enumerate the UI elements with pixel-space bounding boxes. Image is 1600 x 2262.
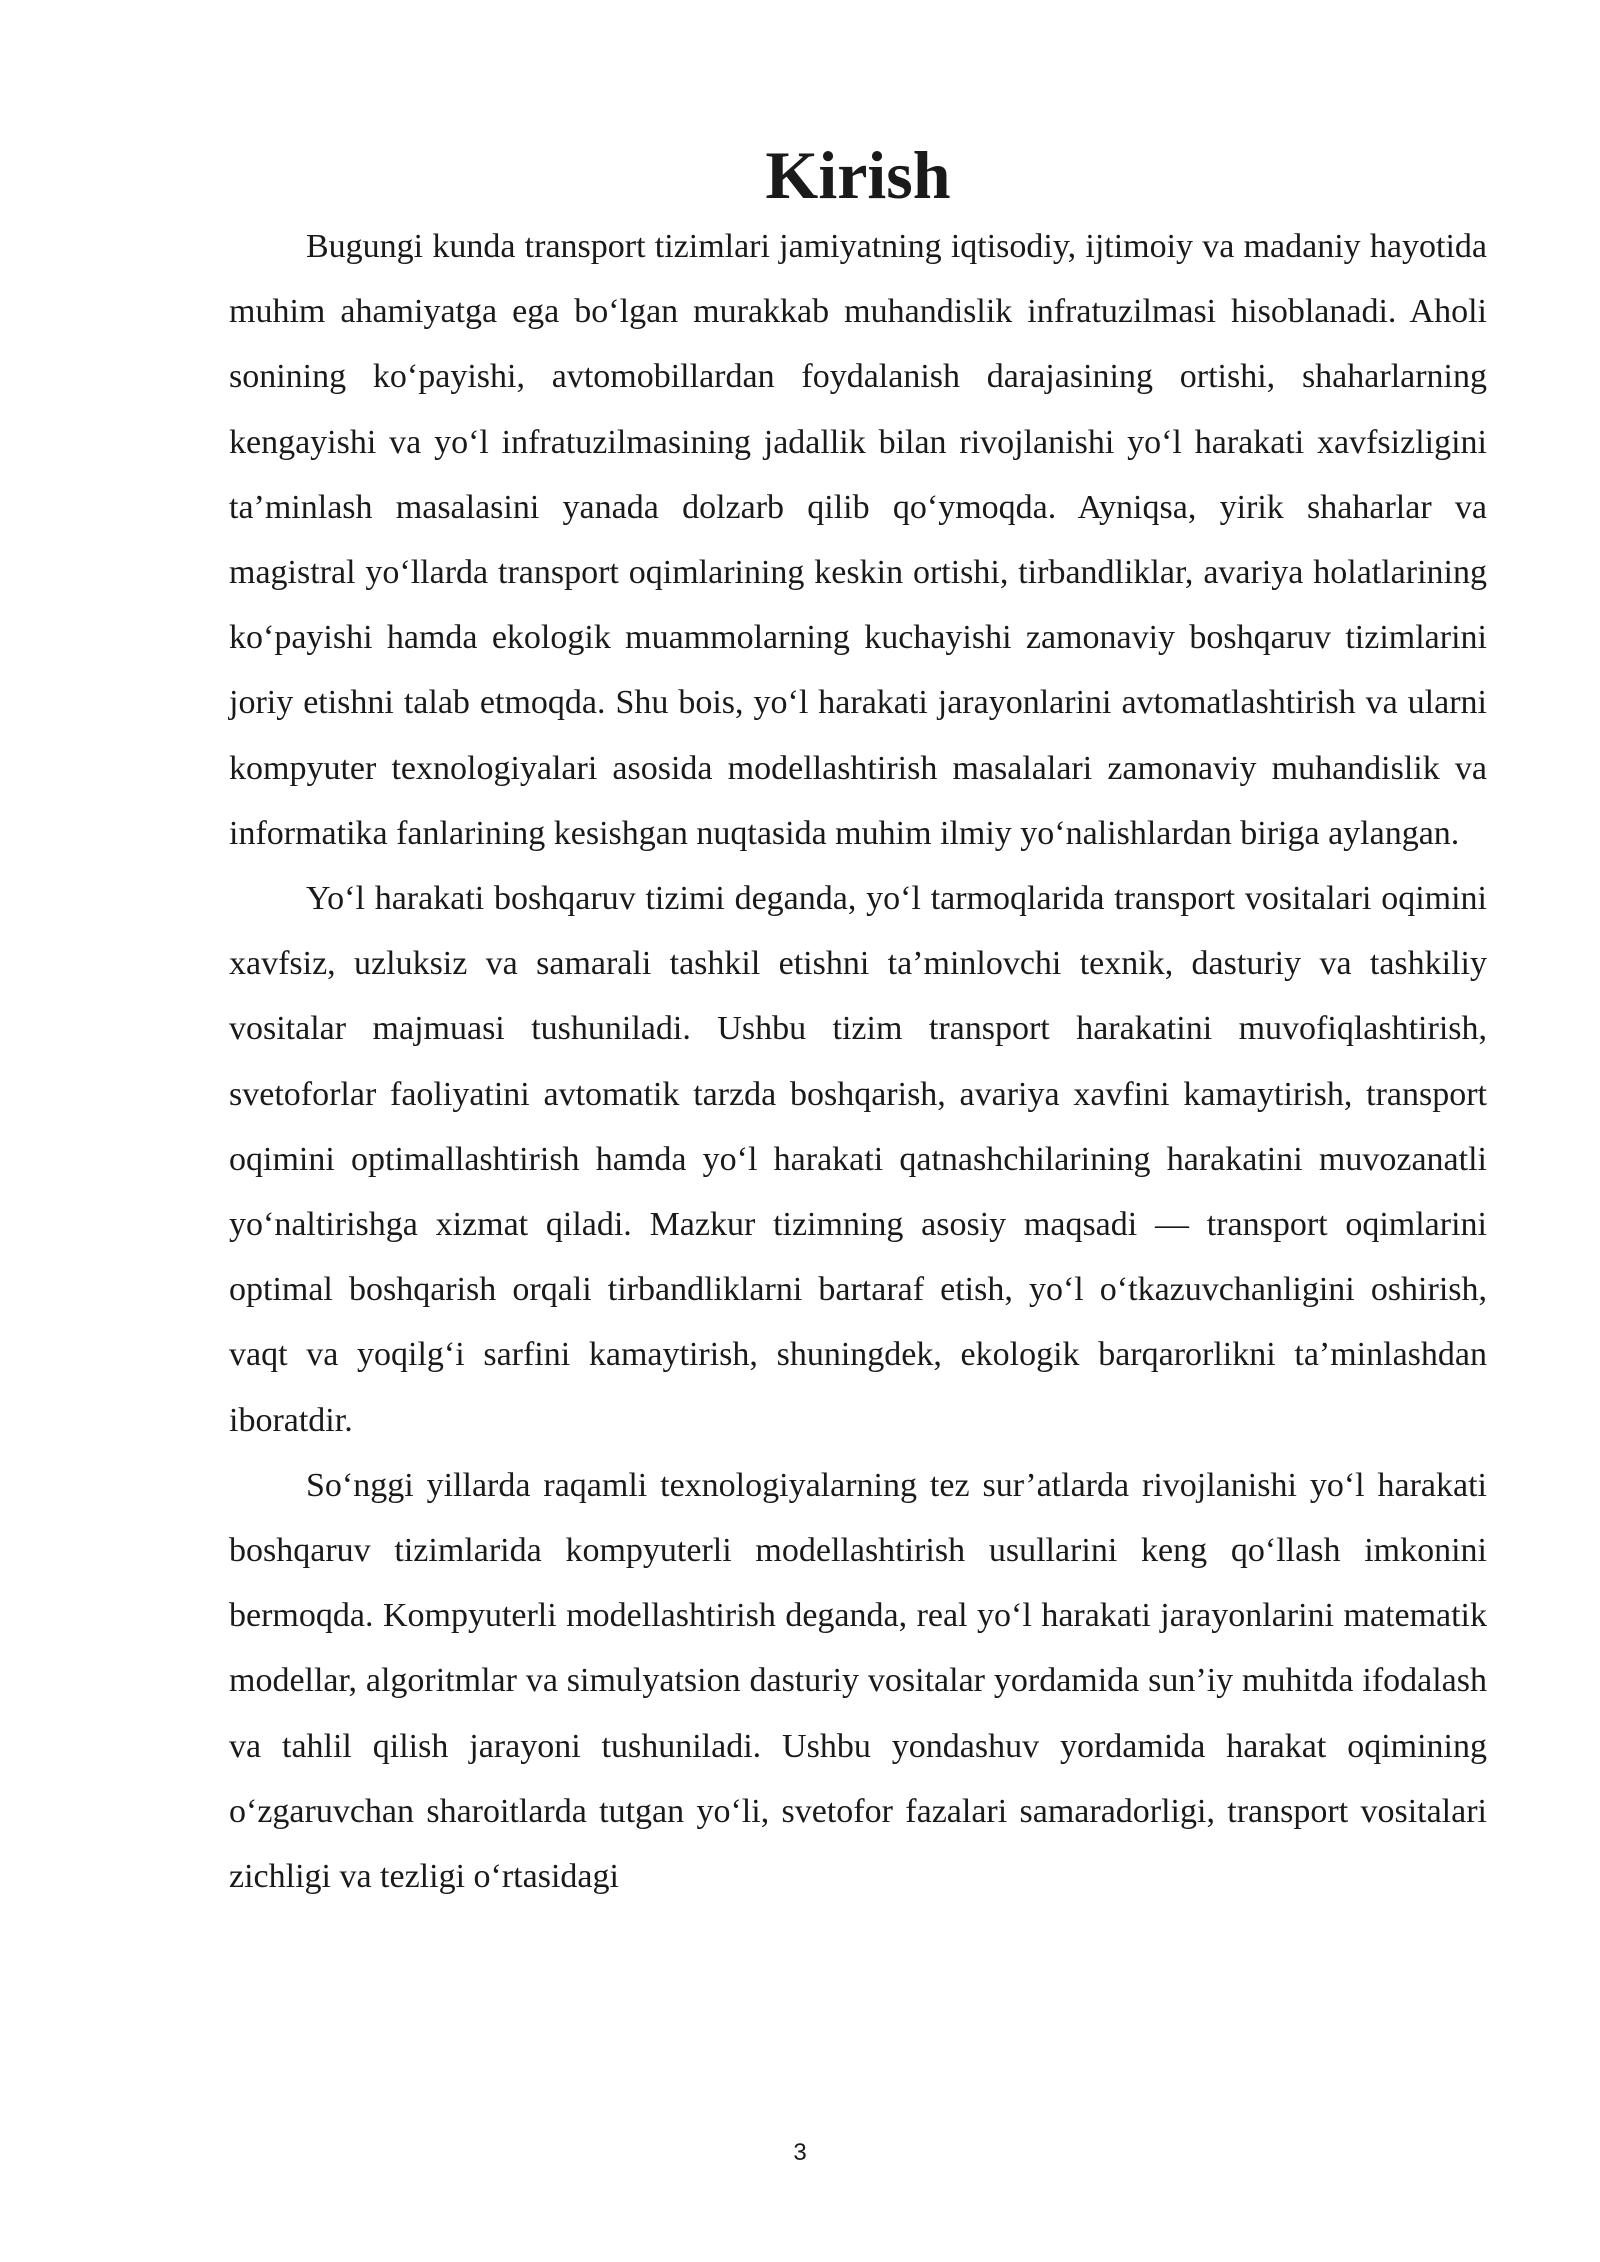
paragraph-2: Yo‘l harakati boshqaruv tizimi deganda, yo‘l tarmoqlarida transport vositalari oqimini xavfsiz, uzluksiz va samarali tashkil etishni ta’minlovchi texnik, dasturiy va tashkiliy vositalar majmuasi tushuniladi. Ushbu tizim transport harakatini muvofiqlashtirish, svetoforlar faoliyatini avtomatik tarzda boshqarish, avariya xavfini kamaytirish, transport oqimini optimallashtirish hamda yo‘l harakati qatnashchilarining harakatini muvozanatli yo‘naltirishga xizmat qiladi. Mazkur tizimning asosiy maqsadi — transport oqimlarini optimal boshqarish orqali tirbandliklarni bartaraf etish, yo‘l o‘tkazuvchanligini oshirish, vaqt va yoqilg‘i sarfini kamaytirish, shuningdek, ekologik barqarorlikni ta’minlashdan iboratdir. — [229, 880, 1487, 1439]
page-number: 3 — [793, 2139, 807, 2166]
document-body — [229, 137, 1487, 1909]
section-title: Kirish — [765, 137, 951, 213]
paragraph-1: Bugungi kunda transport tizimlari jamiyatning iqtisodiy, ijtimoiy va madaniy hayotida muhim ahamiyatga ega bo‘lgan murakkab muhandislik infratuzilmasi hisoblanadi. Aholi sonining ko‘payishi, avtomobillardan foydalanish darajasining ortishi, shaharlarning kengayishi va yo‘l infratuzilmasining jadallik bilan rivojlanishi yo‘l harakati xavfsizligini ta’minlash masalasini yanada dolzarb qilib qo‘ymoqda. Ayniqsa, yirik shaharlar va magistral yo‘llarda transport oqimlarining keskin ortishi, tirbandliklar, avariya holatlarining ko‘payishi hamda ekologik muammolarning kuchayishi zamonaviy boshqaruv tizimlarini joriy etishni talab etmoqda. Shu bois, yo‘l harakati jarayonlarini avtomatlashtirish va ularni kompyuter texnologiyalari asosida modellashtirish masalalari zamonaviy muhandislik va informatika fanlarining kesishgan nuqtasida muhim ilmiy yo‘nalishlardan biriga aylangan. — [229, 228, 1487, 852]
paragraph-3: So‘nggi yillarda raqamli texnologiyalarning tez sur’atlarda rivojlanishi yo‘l harakati boshqaruv tizimlarida kompyuterli modellashtirish usullarini keng qo‘llash imkonini bermoqda. Kompyuterli modellashtirish deganda, real yo‘l harakati jarayonlarini matematik modellar, algoritmlar va simulyatsion dasturiy vositalar yordamida sun’iy muhitda ifodalash va tahlil qilish jarayoni tushuniladi. Ushbu yondashuv yordamida harakat oqimining o‘zgaruvchan sharoitlarda tutgan yo‘li, svetofor fazalari samaradorligi, transport vositalari zichligi va tezligi o‘rtasidagi — [229, 1466, 1487, 1896]
